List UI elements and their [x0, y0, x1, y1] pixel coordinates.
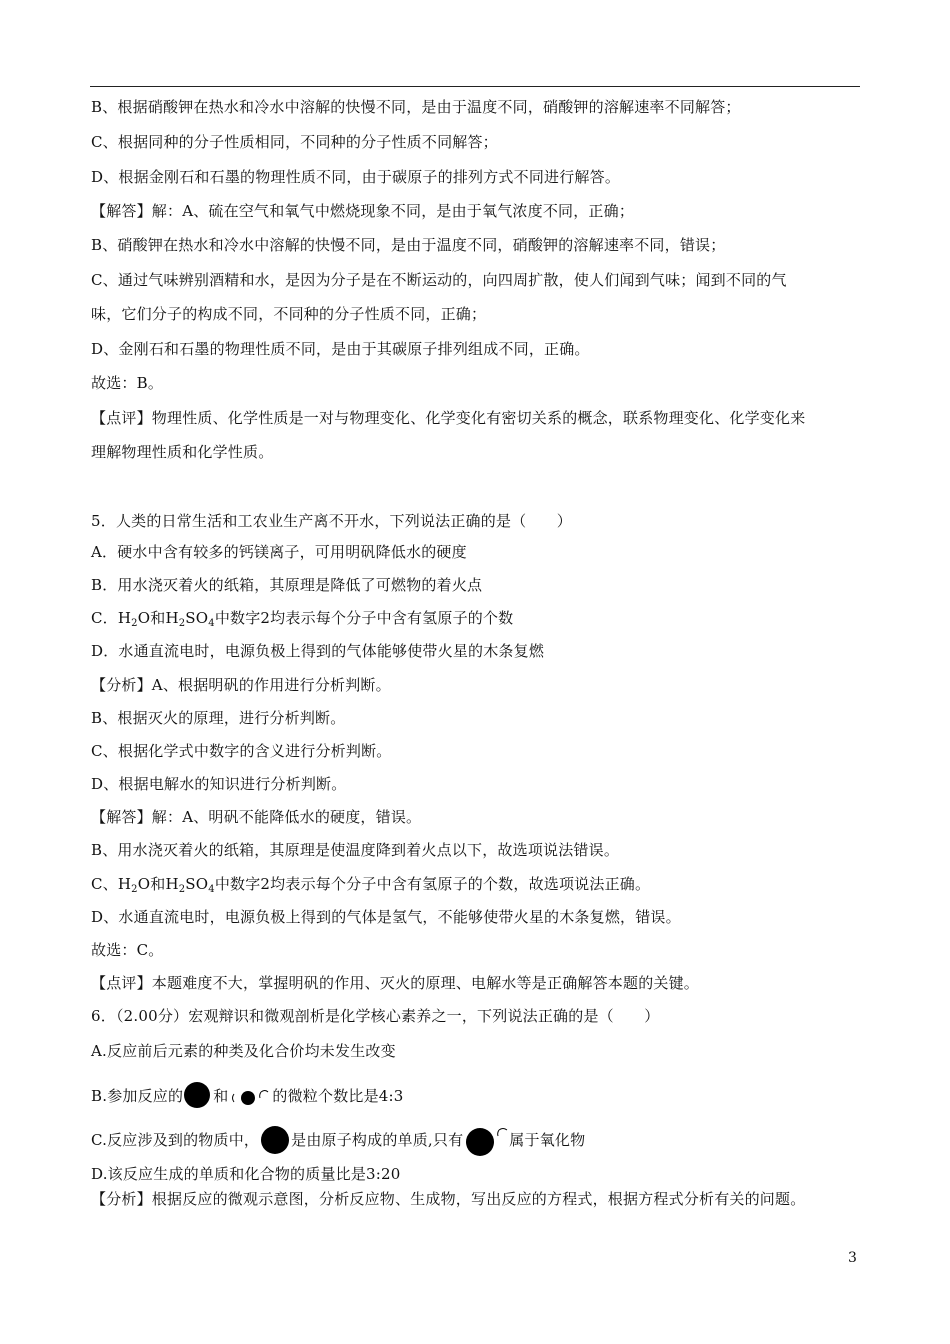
text-line: B、硝酸钾在热水和冷水中溶解的快慢不同，是由于温度不同，硝酸钾的溶解速率不同，错误；: [91, 236, 726, 254]
text-line: D、根据金刚石和石墨的物理性质不同，由于碳原子的排列方式不同进行解答。: [91, 168, 621, 186]
large-atom-molecule-icon: [183, 1080, 213, 1114]
text-line: 【点评】本题难度不大，掌握明矾的作用、灭火的原理、电解水等是正确解答本题的关键。: [91, 974, 700, 992]
option-a: A.反应前后元素的种类及化合价均未发生改变: [91, 1042, 396, 1060]
text-line: 理解物理性质和化学性质。: [91, 443, 274, 461]
text-line: 故选：C。: [91, 941, 164, 959]
text-line: D、水通直流电时，电源负极上得到的气体是氢气，不能够使带火星的木条复燃，错误。: [91, 908, 681, 926]
option-b: B．用水浇灭着火的纸箱，其原理是降低了可燃物的着火点: [91, 576, 483, 594]
option-c: C．$H_2O$和$H_2SO_4$中数字2均表示每个分子中含有氢原子的个数: [91, 609, 514, 629]
text-line: 【点评】物理性质、化学性质是一对与物理变化、化学变化有密切关系的概念，联系物理变化、化学变化来: [91, 409, 806, 427]
option-d: D.该反应生成的单质和化合物的质量比是3:20: [91, 1165, 401, 1183]
text-line: D、金刚石和石墨的物理性质不同，是由于其碳原子排列组成不同，正确。: [91, 340, 590, 358]
question-6-stem: 6．（2.00分）宏观辩识和微观剖析是化学核心素养之一，下列说法正确的是（ ）: [91, 1007, 660, 1025]
text-line: 【解答】解：A、明矾不能降低水的硬度，错误。: [91, 808, 422, 826]
option-c: C.反应涉及到的物质中， 是由原子构成的单质,只有 属于氧化物: [91, 1124, 585, 1158]
text-line: C、通过气味辨别酒精和水，是因为分子是在不断运动的，向四周扩散，使人们闻到气味；闻到不同的气: [91, 271, 787, 289]
text-line: B、根据硝酸钾在热水和冷水中溶解的快慢不同，是由于温度不同，硝酸钾的溶解速率不同解答；: [91, 98, 741, 116]
text-line: C、根据化学式中数字的含义进行分析判断。: [91, 742, 392, 760]
text-line: 味，它们分子的构成不同，不同种的分子性质不同，正确；: [91, 305, 487, 323]
text-line: B、用水浇灭着火的纸箱，其原理是使温度降到着火点以下，故选项说法错误。: [91, 841, 620, 859]
oxide-molecule-icon: [463, 1124, 509, 1158]
single-atom-icon: [259, 1124, 291, 1158]
text-line: D、根据电解水的知识进行分析判断。: [91, 775, 347, 793]
question-5-stem: 5．人类的日常生活和工农业生产离不开水，下列说法正确的是（ ）: [91, 512, 572, 530]
text-line: 【解答】解：A、硫在空气和氧气中燃烧现象不同，是由于氧气浓度不同，正确；: [91, 202, 635, 220]
text-line: 【分析】根据反应的微观示意图，分析反应物、生成物，写出反应的方程式，根据方程式分析有关的问题。: [91, 1190, 806, 1208]
text-line: C、$H_2O$和$H_2SO_4$中数字2均表示每个分子中含有氢原子的个数，故选项说法正确。: [91, 875, 651, 895]
diatomic-molecule-icon: [228, 1086, 272, 1108]
text-line: B、根据灭火的原理，进行分析判断。: [91, 709, 346, 727]
text-line: 【分析】A、根据明矾的作用进行分析判断。: [91, 676, 391, 694]
text-line: C、根据同种的分子性质相同，不同种的分子性质不同解答；: [91, 133, 498, 151]
option-b: B.参加反应的 和 的微粒个数比是4:3: [91, 1080, 404, 1114]
option-a: A．硬水中含有较多的钙镁离子，可用明矾降低水的硬度: [91, 543, 467, 561]
page-number: 3: [848, 1250, 857, 1266]
text-line: 故选：B。: [91, 374, 164, 392]
option-d: D．水通直流电时，电源负极上得到的气体能够使带火星的木条复燃: [91, 642, 545, 660]
header-rule: [90, 86, 860, 87]
